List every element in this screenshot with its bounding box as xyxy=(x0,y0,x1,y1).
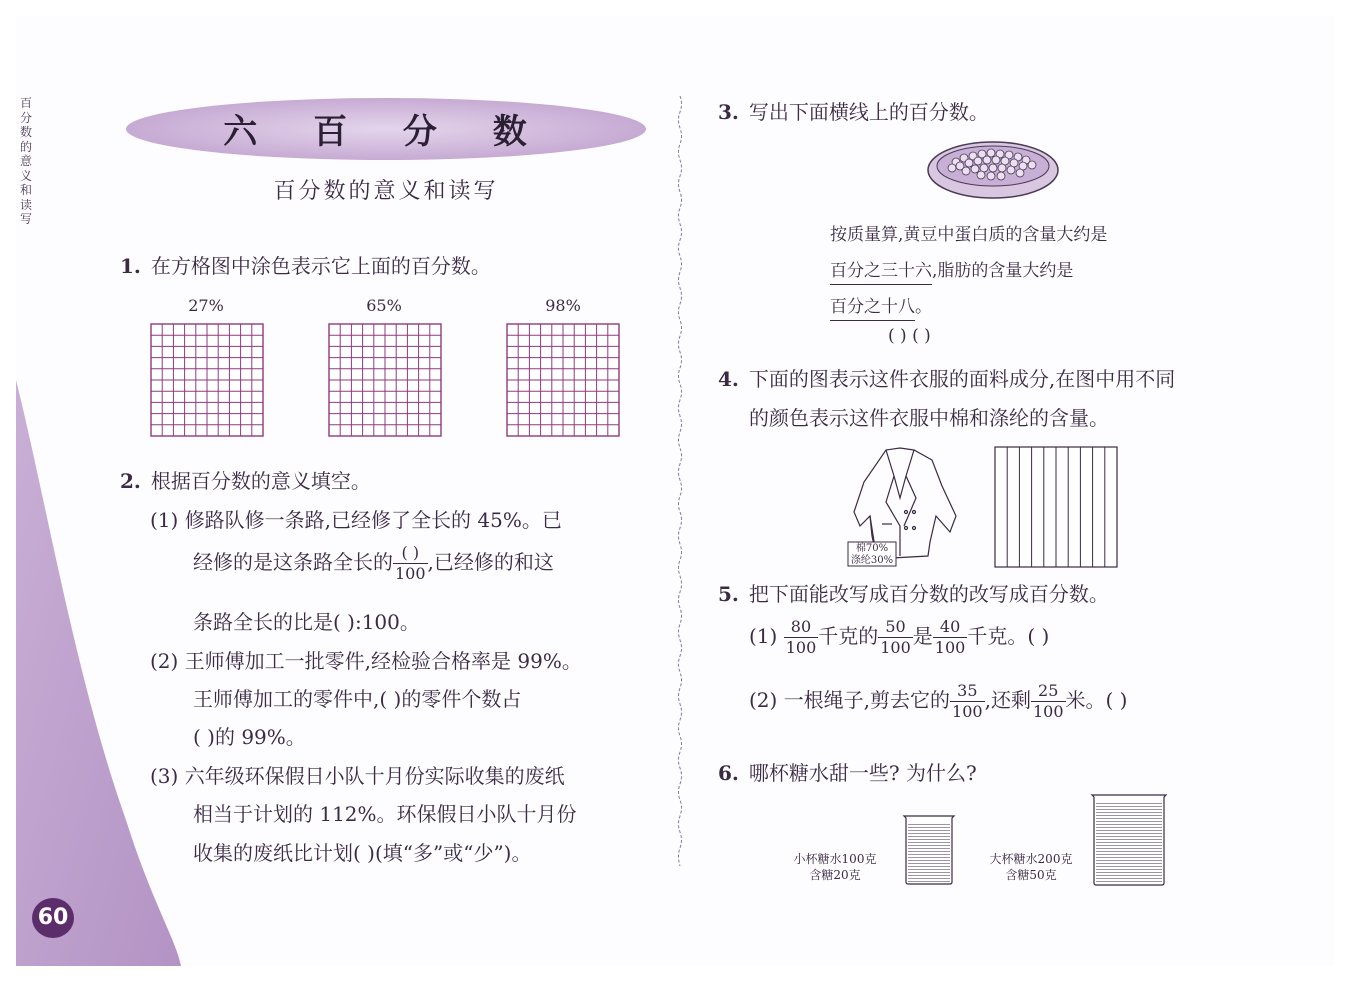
big-cup-caption xyxy=(976,851,1086,883)
question-2-number: 2. xyxy=(120,469,141,493)
q5-fraction-3-num: 40 xyxy=(933,619,968,638)
q2-part1-line1: (1) 修路队修一条路,已经修了全长的 45%。已 xyxy=(150,508,562,532)
question-6 xyxy=(718,757,977,786)
q5-part1-mid1: 千克的 xyxy=(818,624,879,648)
question-5-text: 把下面能改写成百分数的改写成百分数。 xyxy=(748,582,1109,606)
q3-line1: 按质量算,黄豆中蛋白质的含量大约是 xyxy=(830,225,1108,245)
question-4-text-line2: 的颜色表示这件衣服中棉和涤纶的含量。 xyxy=(749,406,1109,430)
q3-line2b: ,脂肪的含量大约是 xyxy=(932,261,1074,281)
question-1 xyxy=(120,250,491,279)
q5-fraction-4 xyxy=(950,683,985,720)
question-4-text-line1: 下面的图表示这件衣服的面料成分,在图中用不同 xyxy=(748,367,1176,391)
q3-line2 xyxy=(830,256,1073,281)
fabric-bar-diagram[interactable] xyxy=(994,446,1118,568)
q5-part1-prefix: (1) xyxy=(749,624,778,648)
question-1-text: 在方格图中涂色表示它上面的百分数。 xyxy=(150,254,491,278)
fabric-tag-polyester: 涤纶30% xyxy=(850,555,894,566)
q5-part2 xyxy=(749,683,1127,720)
q2-fraction xyxy=(393,545,428,582)
q5-part1 xyxy=(749,619,1049,656)
fabric-tag xyxy=(849,543,895,567)
q2-part2-line2: 王师傅加工的零件中,( )的零件个数占 xyxy=(193,687,522,711)
q5-part2-mid: ,还剩 xyxy=(984,688,1031,712)
big-cup-image xyxy=(1090,793,1168,887)
page-divider xyxy=(677,96,683,866)
q5-fraction-2-den: 100 xyxy=(880,638,911,657)
big-cup-caption-line2: 含糖50克 xyxy=(1005,868,1057,882)
q2-fraction-blank[interactable]: ( ) xyxy=(393,545,428,564)
q5-fraction-1-num: 80 xyxy=(784,619,819,638)
q2-part3-line1: (3) 六年级环保假日小队十月份实际收集的废纸 xyxy=(150,764,565,788)
question-4 xyxy=(718,363,1175,392)
q3-line3 xyxy=(830,292,932,317)
q5-part2-end[interactable]: 米。( ) xyxy=(1065,688,1128,712)
question-2 xyxy=(120,465,371,494)
q3-underlined-18: 百分之十八 xyxy=(830,297,915,321)
small-cup-caption xyxy=(780,851,890,883)
q5-fraction-5-num: 25 xyxy=(1031,683,1066,702)
question-4-number: 4. xyxy=(718,367,739,391)
q5-fraction-5-den: 100 xyxy=(1032,702,1064,721)
q2-part1-line2b: ,已经修的和这 xyxy=(427,550,554,574)
q5-fraction-2 xyxy=(878,619,913,656)
question-6-number: 6. xyxy=(718,761,739,785)
q2-part2-line3: ( )的 99%。 xyxy=(193,725,306,749)
question-6-text: 哪杯糖水甜一些? 为什么? xyxy=(748,761,977,785)
hundred-grid-1[interactable] xyxy=(150,323,264,437)
q5-fraction-3-den: 100 xyxy=(934,638,966,657)
side-title: 百分数的意义和读写 xyxy=(19,96,32,226)
section-title: 百分数的意义和读写 xyxy=(273,179,499,204)
q5-fraction-2-num: 50 xyxy=(878,619,913,638)
grid-2-label: 65% xyxy=(366,296,402,315)
question-5 xyxy=(718,578,1109,607)
q5-fraction-5 xyxy=(1031,683,1066,720)
q2-fraction-denominator: 100 xyxy=(395,564,426,583)
question-3-text: 写出下面横线上的百分数。 xyxy=(748,100,989,124)
q5-fraction-4-den: 100 xyxy=(952,702,983,721)
q5-part1-mid2: 是 xyxy=(912,624,933,648)
q3-line3b: 。 xyxy=(915,297,932,317)
question-5-number: 5. xyxy=(718,582,739,606)
q2-part1-line3: 条路全长的比是( ):100。 xyxy=(193,610,420,634)
q2-part2-line1: (2) 王师傅加工一批零件,经检验合格率是 99%。 xyxy=(150,649,582,673)
hundred-grid-2[interactable] xyxy=(328,323,442,437)
q5-fraction-4-num: 35 xyxy=(950,683,985,702)
fabric-tag-cotton: 棉70% xyxy=(855,543,889,554)
q3-answer-blanks[interactable]: ( ) ( ) xyxy=(888,326,931,346)
q2-part1-line2a: 经修的是这条路全长的 xyxy=(193,550,393,574)
q5-part1-end[interactable]: 千克。( ) xyxy=(967,624,1050,648)
q5-part2-prefix: (2) 一根绳子,剪去它的 xyxy=(749,688,951,712)
question-3 xyxy=(718,96,989,125)
chapter-title: 六 百 分 数 xyxy=(223,112,549,152)
soybean-bowl-image xyxy=(926,140,1060,202)
question-3-number: 3. xyxy=(718,100,739,124)
small-cup-caption-line1: 小杯糖水100克 xyxy=(793,852,877,866)
q2-part3-line2: 相当于计划的 112%。环保假日小队十月份 xyxy=(193,802,577,826)
q2-part1-line2 xyxy=(193,545,554,582)
grid-3-label: 98% xyxy=(545,296,581,315)
q2-part3-line3: 收集的废纸比计划( )(填“多”或“少”)。 xyxy=(193,841,532,865)
question-1-number: 1. xyxy=(120,254,141,278)
hundred-grid-3[interactable] xyxy=(506,323,620,437)
page-number: 60 xyxy=(32,898,74,938)
grid-1-label: 27% xyxy=(188,296,224,315)
q3-underlined-36: 百分之三十六 xyxy=(830,261,932,285)
q5-fraction-1-den: 100 xyxy=(785,638,817,657)
small-cup-caption-line2: 含糖20克 xyxy=(809,868,861,882)
q5-fraction-3 xyxy=(933,619,968,656)
question-2-text: 根据百分数的意义填空。 xyxy=(150,469,371,493)
small-cup-image xyxy=(902,814,956,886)
q5-fraction-1 xyxy=(784,619,819,656)
big-cup-caption-line1: 大杯糖水200克 xyxy=(989,852,1073,866)
